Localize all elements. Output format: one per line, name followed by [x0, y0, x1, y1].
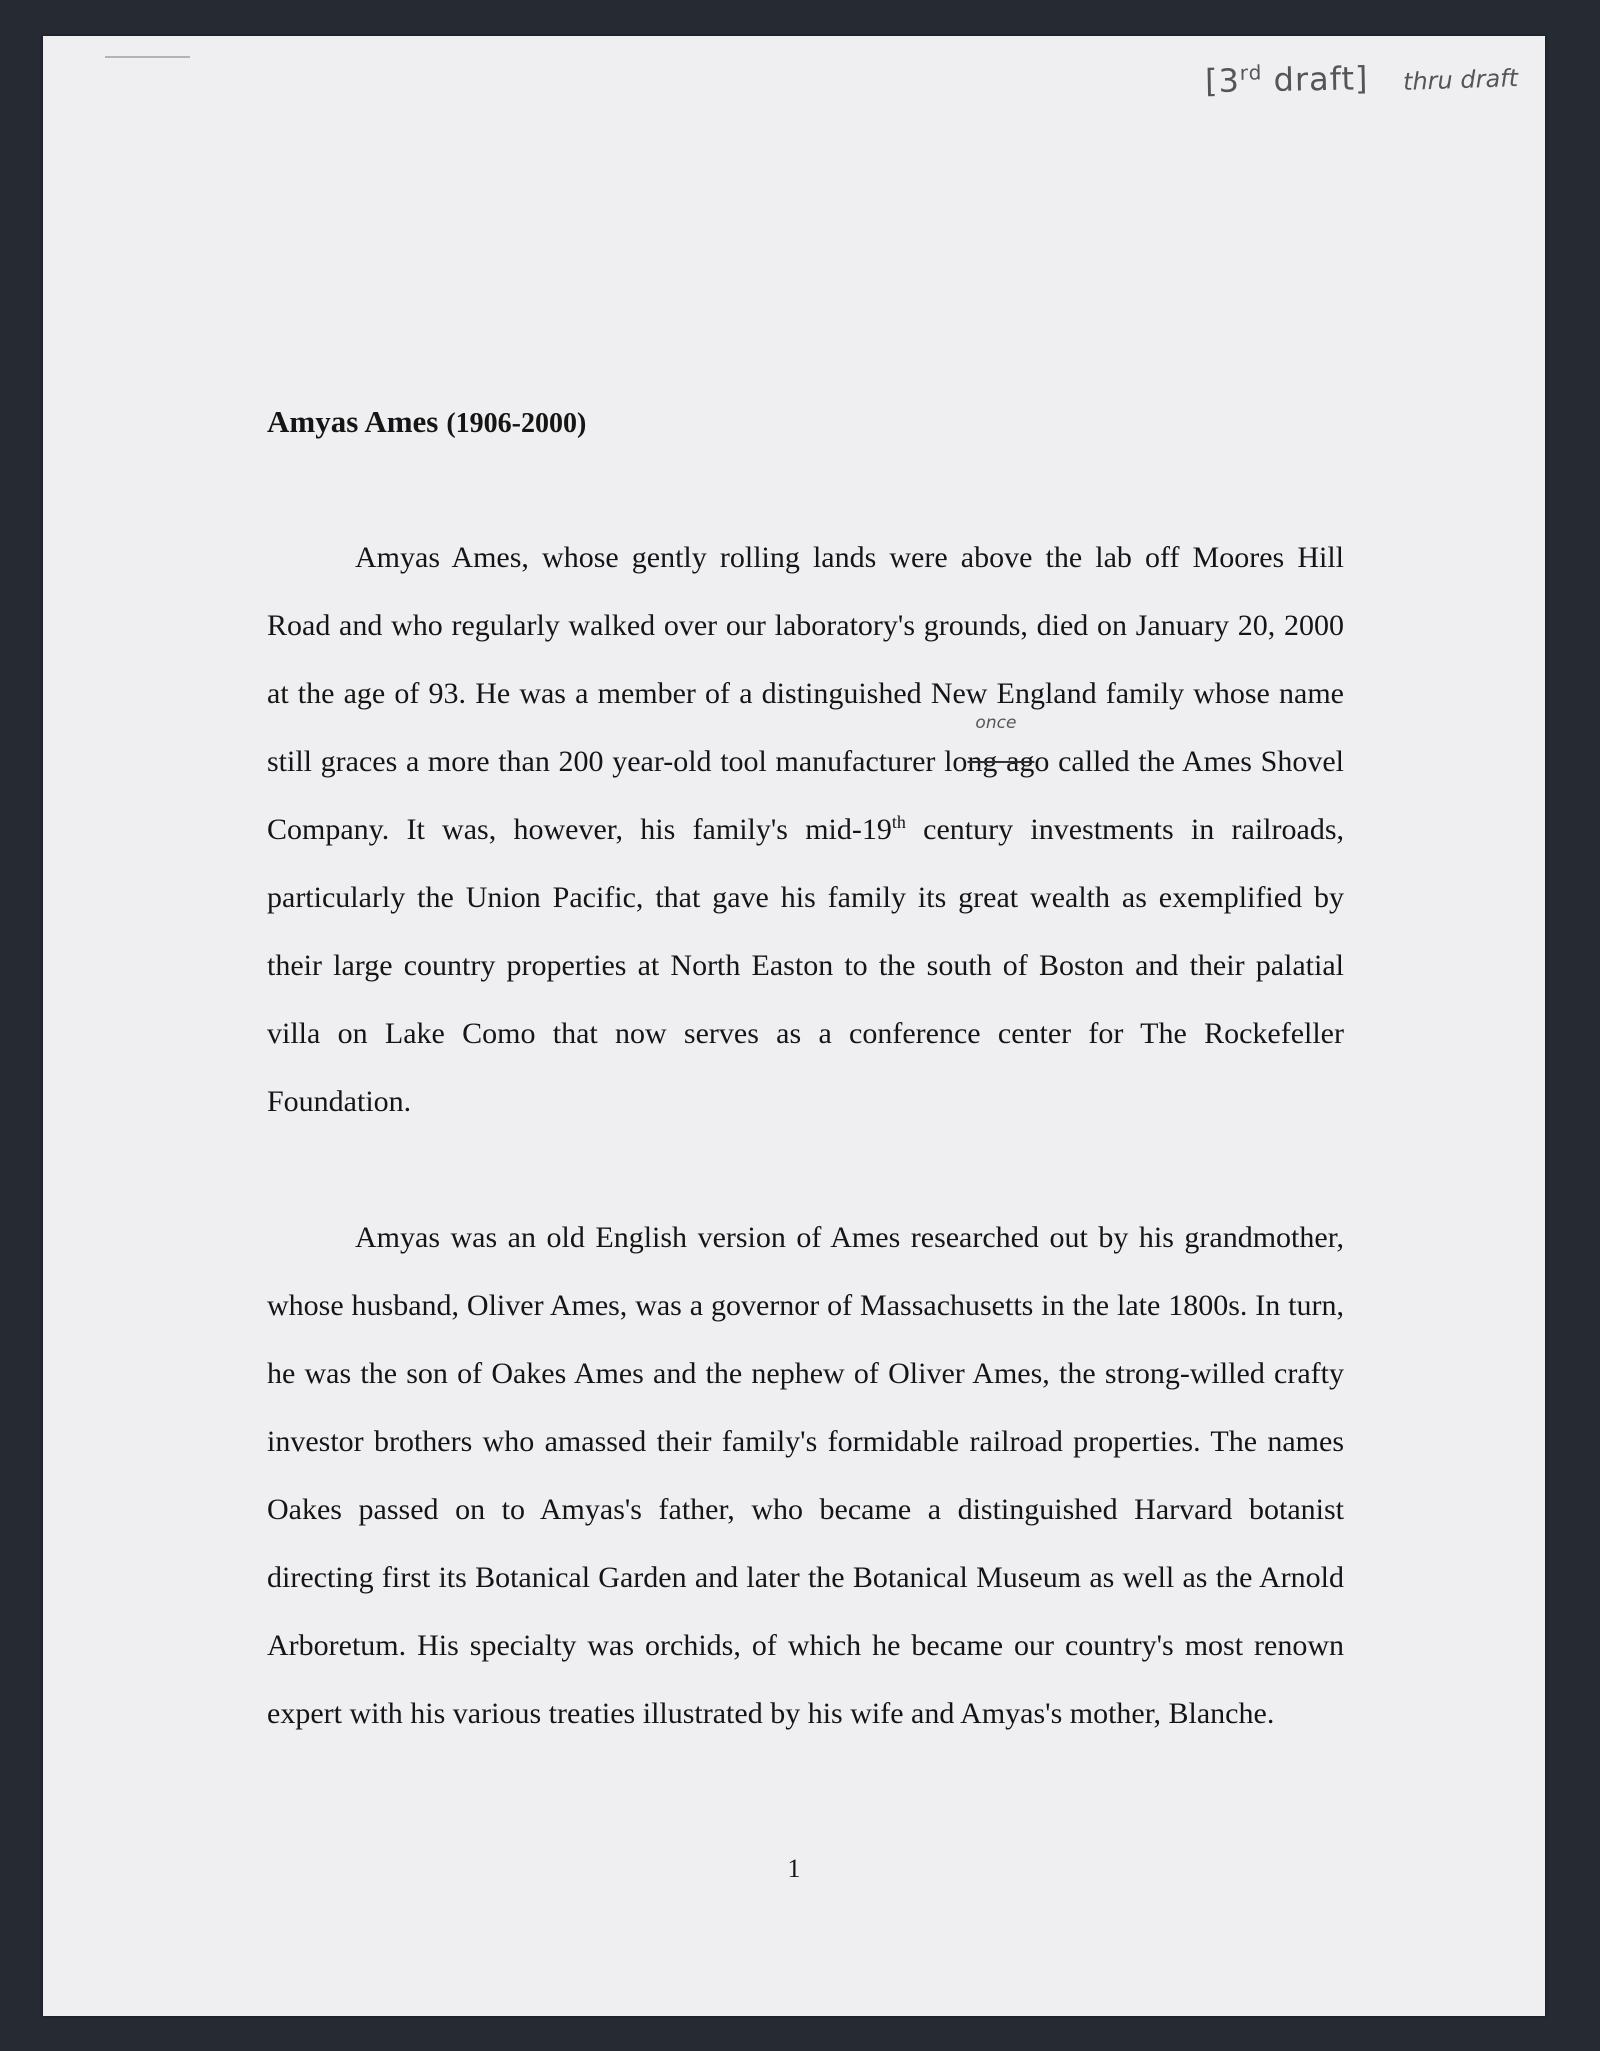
page-number: 1 [787, 1854, 801, 1883]
title-years: (1906-2000) [446, 408, 587, 439]
handwritten-correction [967, 713, 1035, 778]
handwritten-thru-draft-note: thru draft [1402, 64, 1519, 96]
title-name: Amyas Ames [267, 404, 439, 439]
handwritten-insert: once [975, 713, 1017, 733]
handwritten-draft-note: [3rd draft] [1204, 59, 1369, 101]
paragraph-2: Amyas was an old English version of Ames researched out by his grandmother, whose husband, Oliver Ames, was a governor of Massachusetts in the late 1800s. In turn, he was the son of Oakes Ames and the nephew of Oliver Ames, the strong-willed crafty investor brothers who amassed their family's formidable railroad properties. The names Oakes passed on to Amyas's father, who became a distinguished Harvard botanist directing first its Botanical Garden and later the Botanical Museum as well as the Arnold Arboretum. His specialty was orchids, of which he became our country's most renown expert with his various treaties illustrated by his wife and Amyas's mother, Blanche. [267, 1221, 1344, 1730]
document-page [43, 36, 1545, 2016]
paragraph-1: Amyas Ames, whose gently rolling lands were above the lab off Moores Hill Road and who regularly walked over our laboratory's grounds, died on January 20, 2000 at the age of 93. He was a member of a distinguished New England family whose name still graces a more than 200 year-old tool manufacturer lo once ng ago called the Ames Shovel Company. It was, however, his family's mid-19th century investments in railroads, particularly the Union Pacific, that gave his family its great wealth as exemplified by their large country properties at North Easton to the south of Boston and their palatial villa on Lake Como that now serves as a conference center for The Rockefeller Foundation. [267, 541, 1344, 1118]
struck-text: ng ag [967, 745, 1035, 778]
superscript-th: th [891, 812, 906, 832]
document-title [267, 404, 586, 440]
staple-mark [105, 56, 190, 58]
